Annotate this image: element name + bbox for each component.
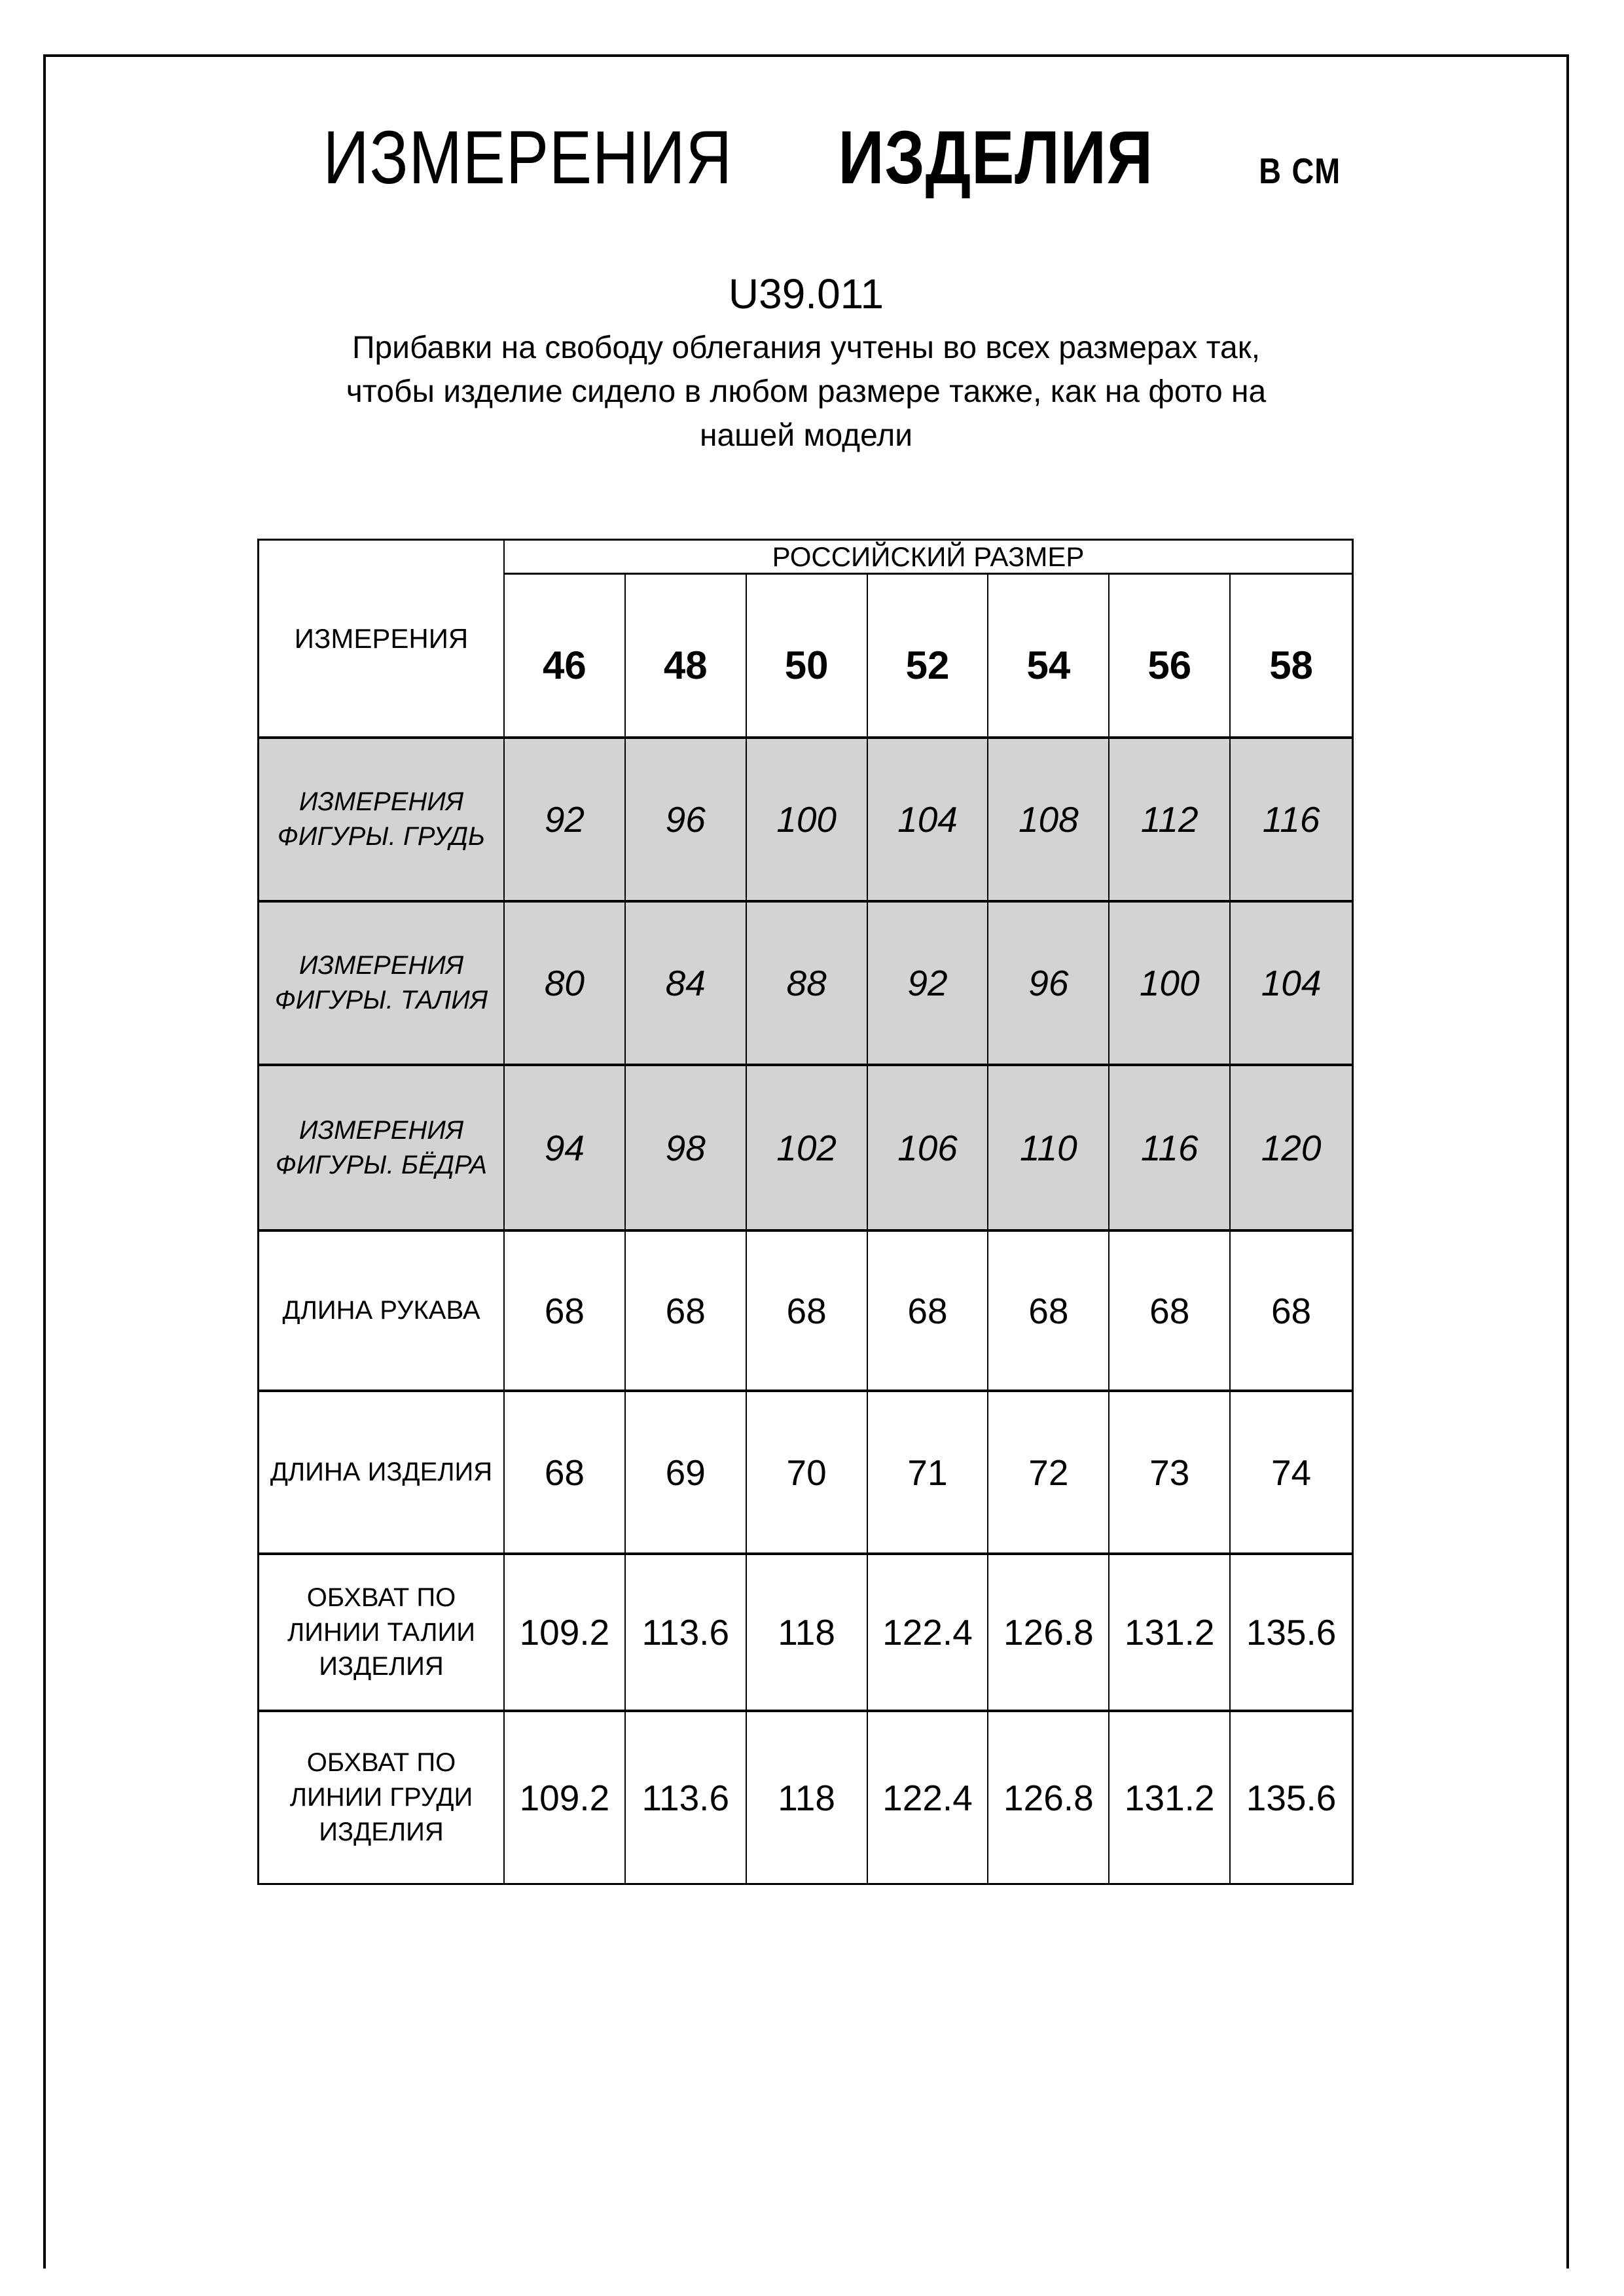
value-cell: 73 — [1110, 1392, 1231, 1555]
value-cell: 135.6 — [1246, 1777, 1337, 1818]
value-cell: 102 — [747, 1066, 868, 1232]
row-label — [259, 1392, 505, 1555]
size-col-header: 54 — [988, 575, 1110, 739]
size-col-header: 58 — [1231, 575, 1352, 739]
value-cell: 116 — [1231, 739, 1352, 903]
value-cell: 80 — [505, 903, 626, 1066]
value-cell: 68 — [505, 1392, 626, 1555]
size-group-header: РОССИЙСКИЙ РАЗМЕР — [505, 541, 1352, 575]
row-label-line: ИЗМЕРЕНИЯ — [298, 951, 464, 980]
title-words — [84, 115, 1341, 201]
value-cell: 94 — [505, 1066, 626, 1232]
value-cell: 71 — [868, 1392, 989, 1555]
value-cell: 68 — [868, 1232, 989, 1392]
value-cell: 68 — [1231, 1232, 1352, 1392]
value-cell: 100 — [1110, 903, 1231, 1066]
size-col-header: 46 — [505, 575, 626, 739]
size-col-header: 52 — [868, 575, 989, 739]
value-cell: 110 — [988, 1066, 1110, 1232]
row-label-line: ИЗДЕЛИЯ — [319, 1652, 444, 1681]
row-label-line: ФИГУРЫ. БЁДРА — [275, 1150, 488, 1179]
value-cell: 118 — [747, 1555, 868, 1712]
title-unit-cm: В СМ — [1259, 150, 1341, 191]
title-bar — [84, 109, 1357, 206]
value-cell: 118 — [747, 1712, 868, 1883]
value-cell: 68 — [505, 1232, 626, 1392]
row-label-line: ОБХВАТ ПО — [306, 1583, 456, 1612]
size-col-header: 56 — [1110, 575, 1231, 739]
value-cell: 84 — [626, 903, 747, 1066]
fit-note-line: чтобы изделие сидело в любом размере также, как на фото на — [346, 374, 1267, 409]
row-label — [259, 1712, 505, 1883]
value-cell: 74 — [1231, 1392, 1352, 1555]
value-cell: 113.6 — [626, 1555, 747, 1712]
value-cell: 72 — [988, 1392, 1110, 1555]
value-cell: 68 — [988, 1232, 1110, 1392]
value-cell: 69 — [626, 1392, 747, 1555]
value-cell: 109.2 — [505, 1555, 626, 1712]
size-table — [257, 539, 1354, 1885]
row-label-line: ОБХВАТ ПО — [306, 1748, 456, 1778]
value-cell: 126.8 — [988, 1712, 1110, 1883]
value-cell: 120 — [1231, 1066, 1352, 1232]
row-label — [259, 739, 505, 903]
value-cell: 92 — [505, 739, 626, 903]
size-col-header: 48 — [626, 575, 747, 739]
row-label-line: ДЛИНА ИЗДЕЛИЯ — [270, 1458, 493, 1487]
row-label-line: ЛИНИИ ТАЛИИ — [287, 1617, 475, 1647]
value-cell: 131.2 — [1110, 1712, 1231, 1883]
value-cell: 70 — [747, 1392, 868, 1555]
row-label-line: ИЗМЕРЕНИЯ — [298, 1115, 464, 1145]
value-cell: 126.8 — [988, 1555, 1110, 1712]
value-cell: 88 — [747, 903, 868, 1066]
value-cell: 92 — [868, 903, 989, 1066]
fit-note — [43, 326, 1569, 457]
value-cell: 135.6 — [1231, 1555, 1352, 1712]
value-cell: 122.4 — [868, 1555, 989, 1712]
product-code: U39.011 — [728, 270, 884, 317]
value-cell: 98 — [626, 1066, 747, 1232]
row-label — [259, 1232, 505, 1392]
value-cell: 100 — [747, 739, 868, 903]
title-word-product: ИЗДЕЛИЯ — [838, 115, 1153, 200]
row-label — [259, 1066, 505, 1232]
row-label-line: ИЗДЕЛИЯ — [319, 1817, 444, 1846]
value-cell: 68 — [1110, 1232, 1231, 1392]
title-word-measurements: ИЗМЕРЕНИЯ — [323, 115, 732, 200]
value-cell: 96 — [626, 739, 747, 903]
value-cell: 116 — [1110, 1066, 1231, 1232]
fit-note-line: нашей модели — [699, 418, 913, 453]
size-col-header: 50 — [747, 575, 868, 739]
value-cell: 68 — [626, 1232, 747, 1392]
row-label-line: ФИГУРЫ. ТАЛИЯ — [274, 986, 488, 1014]
row-label-line: ДЛИНА РУКАВА — [282, 1296, 480, 1325]
value-cell: 106 — [868, 1066, 989, 1232]
value-cell: 113.6 — [626, 1712, 747, 1883]
fit-note-line: Прибавки на свободу облегания учтены во всех размерах так, — [352, 331, 1261, 365]
row-label — [259, 1555, 505, 1712]
row-label-line: ФИГУРЫ. ГРУДЬ — [277, 822, 486, 851]
value-cell: 104 — [1231, 903, 1352, 1066]
value-cell: 131.2 — [1110, 1555, 1231, 1712]
value-cell: 68 — [747, 1232, 868, 1392]
row-label-line: ИЗМЕРЕНИЯ — [298, 787, 464, 817]
value-cell: 96 — [988, 903, 1110, 1066]
value-cell: 104 — [868, 739, 989, 903]
value-cell: 109.2 — [505, 1712, 626, 1883]
row-label-line: ЛИНИИ ГРУДИ — [289, 1783, 473, 1812]
value-cell: 112 — [1110, 739, 1231, 903]
value-cell: 122.4 — [868, 1712, 989, 1883]
table-corner-label: ИЗМЕРЕНИЯ — [259, 541, 505, 739]
row-label — [259, 903, 505, 1066]
value-cell: 108 — [988, 739, 1110, 903]
